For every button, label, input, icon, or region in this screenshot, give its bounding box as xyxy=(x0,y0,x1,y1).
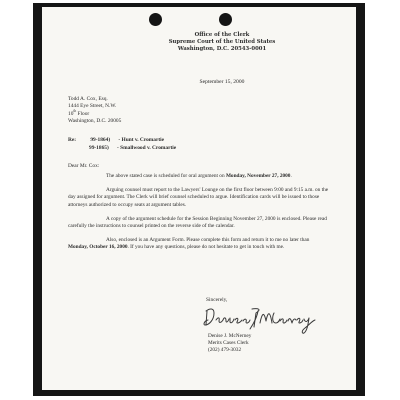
signature-block xyxy=(208,333,251,354)
signer-phone: (202) 479-3032 xyxy=(208,347,242,354)
punch-hole-left xyxy=(149,13,162,26)
punch-hole-right xyxy=(219,13,232,26)
paragraph-argument-form xyxy=(68,237,330,251)
paragraph-text: . xyxy=(290,173,292,179)
paragraph-schedule xyxy=(68,216,330,230)
re-line xyxy=(68,137,176,152)
floor-number: 10 xyxy=(68,110,74,117)
paragraph-text: Arguing counsel must report to the Lawyers' Lounge on the first floor between 9:00 and 9:15 a.m. on the day assigned for argument. The Clerk will brief counsel scheduled to argue. Identification cards will be issued to those attorneys authorized to occupy seats at argument tables. xyxy=(68,187,329,208)
letterhead xyxy=(147,32,297,53)
paragraph-text: . If you have any questions, please do not hesitate to get in touch with me. xyxy=(127,244,285,251)
letterhead-court: Supreme Court of the United States xyxy=(168,39,276,45)
case-name: - Hunt v. Cromartie xyxy=(118,137,165,143)
paragraph-text: Also, enclosed is an Argument Form. Please complete this form and return it to me no later than xyxy=(106,237,310,244)
letterhead-office: Office of the Clerk xyxy=(194,32,250,38)
handwritten-signature xyxy=(202,303,318,335)
paragraph-text: A copy of the argument schedule for the Session Beginning November 27, 2000 is enclosed. Please read carefully the instructions to counsel printed on the reverse side of the calendar. xyxy=(68,215,327,230)
recipient-address xyxy=(68,96,121,125)
re-label: Re: xyxy=(68,137,77,143)
letterhead-address: Washington, D.C. 20543-0001 xyxy=(177,46,267,52)
argument-date: Monday, November 27, 2000 xyxy=(225,173,291,179)
case-number: 99-1865) xyxy=(89,144,109,151)
floor-suffix: th xyxy=(73,108,77,113)
paragraph-lawyers-lounge xyxy=(68,187,330,209)
letter-page xyxy=(42,7,356,390)
recipient-city: Washington, D.C. 20005 xyxy=(68,117,122,124)
signer-name: Denise J. McNerney xyxy=(208,333,252,339)
recipient-name: Todd A. Cox, Esq. xyxy=(68,96,108,102)
letter-body xyxy=(68,173,330,259)
letter-date: September 15, 2000 xyxy=(199,79,245,85)
case-number: 99-1864) xyxy=(90,137,111,143)
paragraph-text: The above stated case is scheduled for oral argument on xyxy=(106,173,226,179)
closing: Sincerely, xyxy=(206,297,228,303)
form-deadline: Monday, October 16, 2000 xyxy=(68,244,128,251)
recipient-floor xyxy=(68,108,121,118)
paragraph-argument-date xyxy=(68,173,330,180)
case-2 xyxy=(89,145,176,153)
signer-title: Merits Cases Clerk xyxy=(208,340,249,347)
salutation: Dear Mr. Cox: xyxy=(68,163,100,169)
case-name: - Smallwood v. Cromartie xyxy=(117,144,177,151)
recipient-street: 1444 Eye Street, N.W. xyxy=(68,103,117,110)
case-1 xyxy=(90,137,164,143)
floor-word: Floor xyxy=(76,110,90,117)
